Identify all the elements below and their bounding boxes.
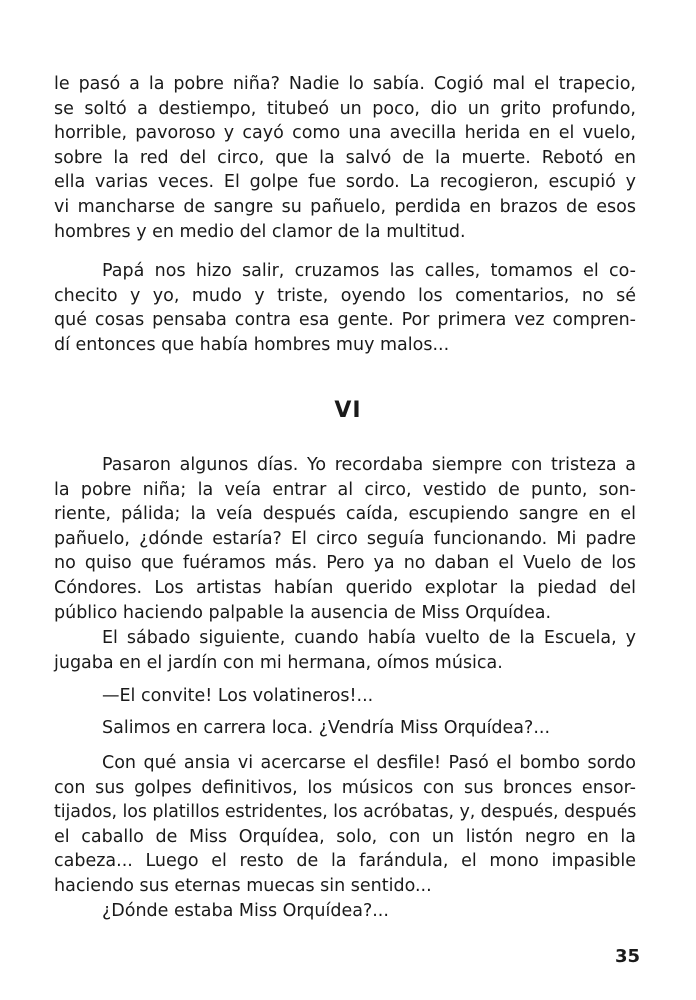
chapter-heading: VI — [334, 398, 362, 423]
paragraph — [102, 716, 636, 741]
text-line: dí entonces que había hombres muy malos... — [54, 334, 450, 355]
text-line: público haciendo palpable la ausencia de Miss Orquídea. — [54, 602, 552, 623]
text-line: ¿Dónde estaba Miss Orquídea?... — [102, 901, 389, 921]
text-line: horrible, pavoroso y cayó como una avecilla herida en el vuelo, — [54, 123, 636, 144]
text-line: El sábado siguiente, cuando había vuelto de la Escuela, y — [102, 628, 636, 648]
text-line: Con qué ansia vi acercarse el desfile! Pasó el bombo sordo — [102, 753, 636, 773]
text-line: el caballo de Miss Orquídea, solo, con un listón negro en la — [54, 826, 636, 847]
paragraph — [54, 259, 636, 357]
paragraph-continuation — [54, 72, 636, 244]
text-line: qué cosas pensaba contra esa gente. Por primera vez compren- — [54, 310, 636, 331]
text-line: Papá nos hizo salir, cruzamos las calles, tomamos el co- — [102, 261, 636, 281]
text-line: jugaba en el jardín con mi hermana, oímos música. — [54, 652, 503, 673]
text-line: no quiso que fuéramos más. Pero ya no daban el Vuelo de los — [54, 553, 636, 574]
paragraph — [54, 751, 636, 899]
text-line: vi mancharse de sangre su pañuelo, perdida en brazos de esos — [54, 196, 636, 217]
text-line: tijados, los platillos estridentes, los acróbatas, y, después, después — [54, 802, 637, 823]
text-line: pañuelo, ¿dónde estaría? El circo seguía funcionando. Mi padre — [54, 528, 636, 549]
text-line: le pasó a la pobre niña? Nadie lo sabía. Cogió mal el trapecio, — [54, 74, 636, 94]
text-line: Pasaron algunos días. Yo recordaba siempre con tristeza a — [102, 455, 636, 475]
text-line: hombres y en medio del clamor de la multitud. — [54, 221, 466, 242]
paragraph — [54, 453, 636, 625]
text-line: con sus golpes definitivos, los músicos con sus bronces ensor- — [54, 777, 636, 798]
text-line: ella varias veces. El golpe fue sordo. La recogieron, escupió y — [54, 172, 636, 193]
text-line: se soltó a destiempo, titubeó un poco, dio un grito profundo, — [54, 98, 636, 119]
text-line: cabeza... Luego el resto de la farándula, el mono impasible — [54, 851, 636, 872]
page-number: 35 — [614, 946, 640, 967]
paragraph-dialogue — [102, 684, 636, 709]
text-line: Cóndores. Los artistas habían querido explotar la piedad del — [54, 577, 636, 598]
paragraph — [102, 899, 636, 924]
text-line: riente, pálida; la veía después caída, escupiendo sangre en el — [54, 504, 636, 525]
text-line: la pobre niña; la veía entrar al circo, vestido de punto, son- — [54, 479, 636, 500]
paragraph — [54, 626, 636, 675]
text-line: checito y yo, mudo y triste, oyendo los comentarios, no sé — [54, 285, 636, 306]
text-line: Salimos en carrera loca. ¿Vendría Miss Orquídea?... — [102, 718, 551, 738]
text-line: —El convite! Los volatineros!... — [102, 686, 374, 706]
text-line: sobre la red del circo, que la salvó de la muerte. Rebotó en — [54, 147, 636, 168]
text-line: haciendo sus eternas muecas sin sentido... — [54, 875, 432, 896]
